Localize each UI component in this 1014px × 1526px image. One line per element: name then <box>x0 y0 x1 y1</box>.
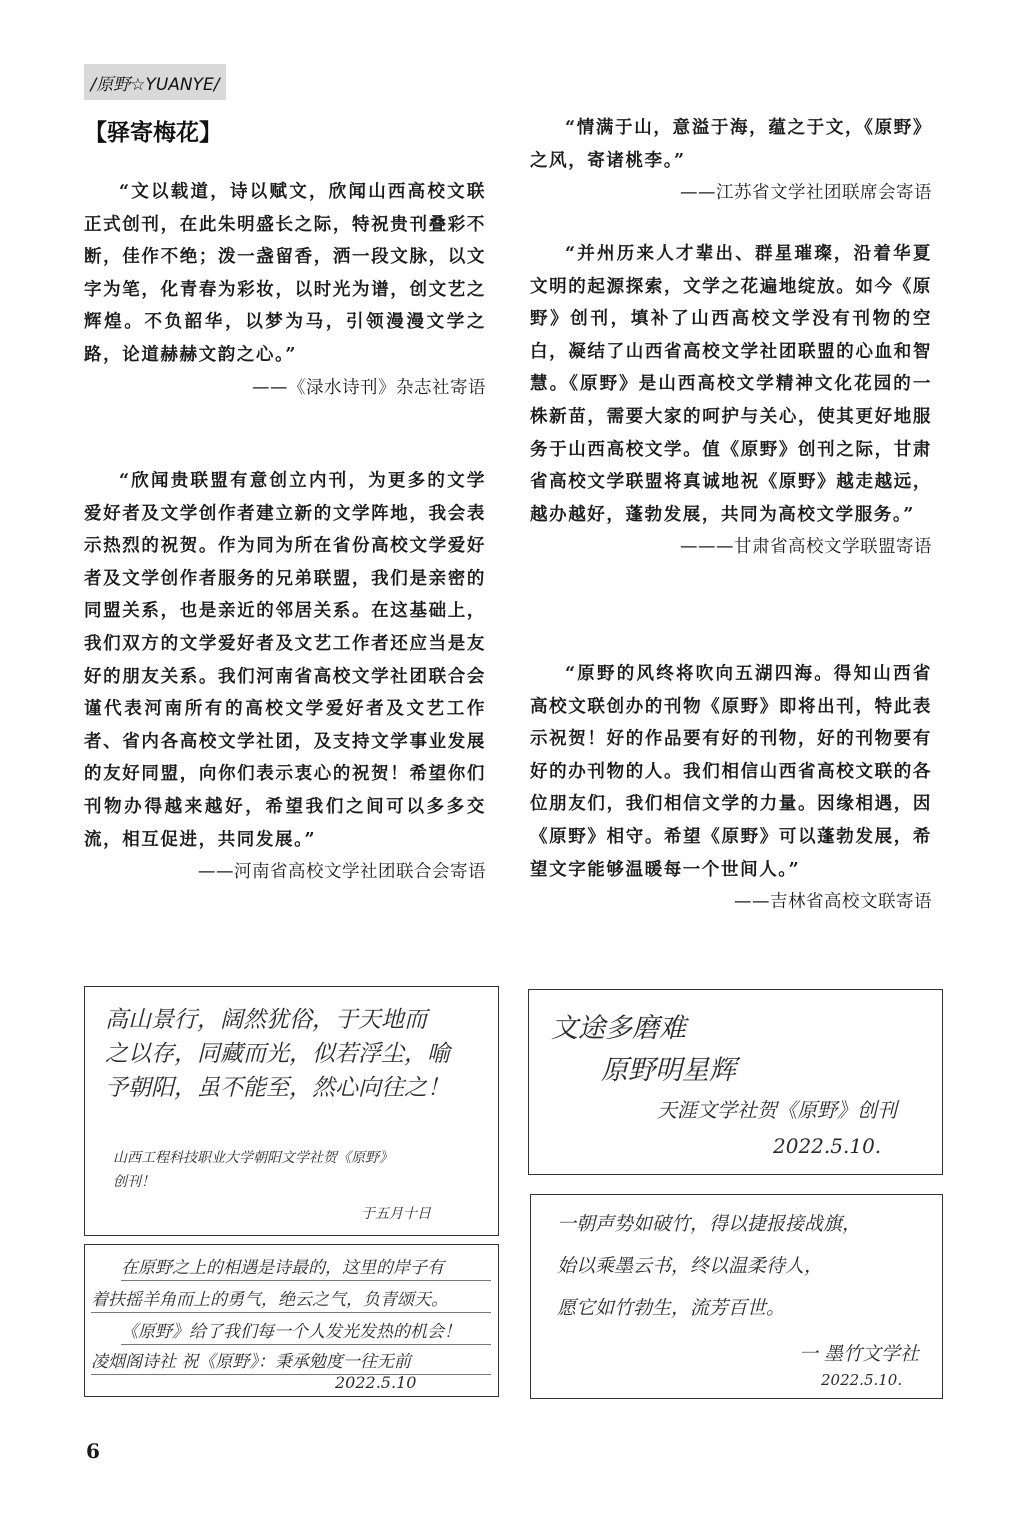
card-signature: 一 墨竹文学社 <box>799 1343 920 1365</box>
header-tag: /原野☆YUANYE/ <box>84 64 226 100</box>
message-henan <box>84 465 486 888</box>
card-line: 高山景行，阔然犹俗，于天地而 <box>105 1007 427 1033</box>
card-line: 一朝声势如破竹，得以捷报接战旗， <box>557 1213 862 1235</box>
card-date: 2022.5.10 <box>335 1373 417 1392</box>
message-text: “欣闻贵联盟有意创立内刊，为更多的文学爱好者及文学创作者建立新的文学阵地，我会表示热烈的祝贺。作为同为所在省份高校文学爱好者及文学创作者服务的兄弟联盟，我们是亲密的同盟关系，也是亲近的邻居关系。在这基础上，我们双方的文学爱好者及文艺工作者还应当是友好的朋友关系。我们河南省高校文学社团联合会谨代表河南所有的高校文学爱好者及文艺工作者、省内各高校文学社团，及支持文学事业发展的友好同盟，向你们表示衷心的祝贺！希望你们刊物办得越来越好，希望我们之间可以多多交流，相互促进，共同发展。” <box>84 471 486 850</box>
message-text: “文以载道，诗以赋文，欣闻山西高校文联正式创刊，在此朱明盛长之际，特祝贵刊叠彩不断，佳作不绝；泼一盏留香，洒一段文脉，以文字为笔，化青春为彩妆，以时光为谱，创文艺之辉煌。不负韶华，以梦为马，引领漫漫文学之路，论道赫赫文韵之心。” <box>84 182 486 365</box>
section-title: 【驿寄梅花】 <box>84 120 222 146</box>
message-signature: ——河南省高校文学社团联合会寄语 <box>198 862 486 883</box>
handwritten-card-chaoyang <box>84 986 499 1236</box>
message-text: “原野的风终将吹向五湖四海。得知山西省高校文联创办的刊物《原野》即将出刊，特此表示祝贺！好的作品要有好的刊物，好的刊物要有好的办刊物的人。我们相信山西省高校文联的各位朋友们，我们相信文学的力量。因缘相遇，因《原野》相守。希望《原野》可以蓬勃发展，希望文字能够温暖每一个世间人。” <box>530 664 932 880</box>
handwritten-card-mozhu <box>530 1194 943 1399</box>
message-signature: ———甘肃省高校文学联盟寄语 <box>680 537 932 558</box>
message-gansu <box>530 238 932 563</box>
message-signature: ——吉林省高校文联寄语 <box>734 892 932 913</box>
card-line: 天涯文学社贺《原野》创刊 <box>657 1098 897 1122</box>
message-text: “情满于山，意溢于海，蕴之于文，《原野》之风，寄诸桃李。” <box>530 118 932 171</box>
message-signature: ——《渌水诗刊》杂志社寄语 <box>252 377 486 398</box>
page-number: 6 <box>86 1439 100 1463</box>
message-signature: ——江苏省文学社团联席会寄语 <box>680 183 932 204</box>
card-line: 《原野》给了我们每一个人发光发热的机会！ <box>121 1317 491 1345</box>
card-line: 在原野之上的相遇是诗最的，这里的岸子有 <box>121 1253 491 1281</box>
card-date: 2022.5.10. <box>773 1134 882 1158</box>
card-footer: 创刊！ <box>113 1174 155 1190</box>
handwritten-card-tianya <box>528 989 943 1175</box>
message-lushui <box>84 176 486 404</box>
card-line: 予朝阳，虽不能至，然心向往之！ <box>105 1075 450 1101</box>
card-line: 着扶摇羊角而上的勇气，绝云之气，负青颂天。 <box>91 1285 491 1313</box>
card-line: 之以存，同藏而光，似若浮尘，喻 <box>105 1041 450 1067</box>
card-line: 原野明星辉 <box>601 1055 736 1086</box>
handwritten-card-lingyange <box>84 1244 499 1397</box>
card-line: 凌烟阁诗社 祝《原野》：秉承勉度一往无前 <box>91 1347 491 1375</box>
card-date: 2022.5.10. <box>821 1371 903 1389</box>
card-line: 始以乘墨云书，终以温柔待人， <box>557 1255 824 1277</box>
card-footer: 山西工程科技职业大学朝阳文学社贺《原野》 <box>113 1150 393 1166</box>
card-date: 于五月十日 <box>361 1206 431 1222</box>
message-jiangsu <box>530 112 932 209</box>
card-line: 愿它如竹勃生，流芳百世。 <box>557 1297 786 1319</box>
message-jilin <box>530 658 932 918</box>
message-text: “并州历来人才辈出、群星璀璨，沿着华夏文明的起源探索，文学之花遍地绽放。如今《原野》创刊，填补了山西高校文学没有刊物的空白，凝结了山西省高校文学社团联盟的心血和智慧。《原野》是山西高校文学精神文化花园的一株新苗，需要大家的呵护与关心，使其更好地服务于山西高校文学。值《原野》创刊之际，甘肃省高校文学联盟将真诚地祝《原野》越走越远，越办越好，蓬勃发展，共同为高校文学服务。” <box>530 244 932 525</box>
card-line: 文途多磨难 <box>551 1013 686 1044</box>
